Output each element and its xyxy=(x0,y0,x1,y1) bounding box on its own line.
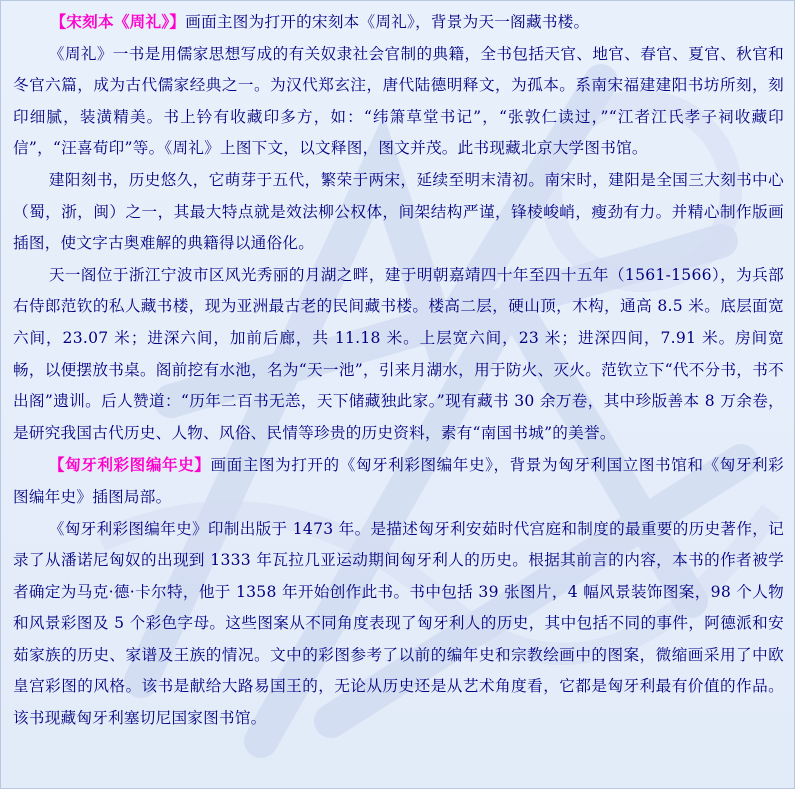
section-heading-hungarian-chronicle xyxy=(13,449,784,513)
paragraph: 《周礼》一书是用儒家思想写成的有关奴隶社会官制的典籍，全书包括天官、地官、春官、夏官、秋官和冬官六篇，成为古代儒家经典之一。为汉代郑玄注，唐代陆德明释文，为孤本。系南宋福建建阳书坊所刻，刻印细腻，装潢精美。书上钤有收藏印多方，如：“纬箫草堂书记”，“张敦仁读过，”“江者江氏孝子祠收藏印信”，“汪喜荀印”等。《周礼》上图下文，以文释图，图文并茂。此书现藏北京大学图书馆。 xyxy=(13,44,784,158)
paragraph: 天一阁位于浙江宁波市区风光秀丽的月湖之畔，建于明朝嘉靖四十年至四十五年（1561-1566），为兵部右侍郎范钦的私人藏书楼，现为亚洲最古老的民间藏书楼。楼高二层，硬山顶，木构，通高 8.5 米。底层面宽六间，23.07 米；进深六间，加前后廊，共 11.18 米。上层宽六间，23 米；进深四间，7.91 米。房间宽畅，以便摆放书桌。阁前挖有水池，名为“天一池”，引来月湖水，用于防火、灭火。范钦立下“代不分书，书不出阁”遗训。后人赞道：“历年二百书无恙，天下储藏独此家。”现有藏书 30 余万卷，其中珍版善本 8 万余卷，是研究我国古代历史、人物、风俗、民情等珍贵的历史资料，素有“南国书城”的美誉。 xyxy=(13,265,784,442)
section-caption: 画面主图为打开的宋刻本《周礼》，背景为天一阁藏书楼。 xyxy=(185,13,590,31)
section-tag: 【宋刻本《周礼》】 xyxy=(50,12,186,31)
paragraph: 《匈牙利彩图编年史》印制出版于 1473 年。是描述匈牙利安茹时代宫庭和制度的最重要的历史著作，记录了从潘诺尼匈奴的出现到 1333 年瓦拉几亚运动期间匈牙利人的历史。根据其前言的内容，本书的作者被学者确定为马克·德·卡尔特，他于 1358 年开始创作此书。书中包括 39 张图片，4 幅风景装饰图案，98 个人物和风景彩图及 5 个彩色字母。这些图案从不同角度表现了匈牙利人的历史，其中包括不同的事件，阿德派和安茹家族的历史、家谱及王族的情况。文中的彩图参考了以前的编年史和宗教绘画中的图案，微缩画采用了中欧皇宫彩图的风格。该书是献给大路易国王的，无论从历史还是从艺术角度看，它都是匈牙利最有价值的作品。该书现藏匈牙利塞切尼国家图书馆。 xyxy=(13,519,784,728)
section-tag: 【匈牙利彩图编年史】 xyxy=(48,455,211,475)
article-body xyxy=(1,1,794,735)
section-caption: 画面主图为打开的《匈牙利彩图编年史》，背景为匈牙利国立图书馆和《匈牙利彩图编年史》插图局部。 xyxy=(13,456,784,506)
section-heading-song-zhouli xyxy=(13,6,784,39)
paragraph: 建阳刻书，历史悠久，它萌芽于五代，繁荣于两宋，延续至明末清初。南宋时，建阳是全国三大刻书中心（蜀，浙，闽）之一，其最大特点就是效法柳公权体，间架结构严谨，锋棱峻峭，瘦劲有力。并精心制作版画插图，使文字古奥难解的典籍得以通俗化。 xyxy=(13,170,784,253)
